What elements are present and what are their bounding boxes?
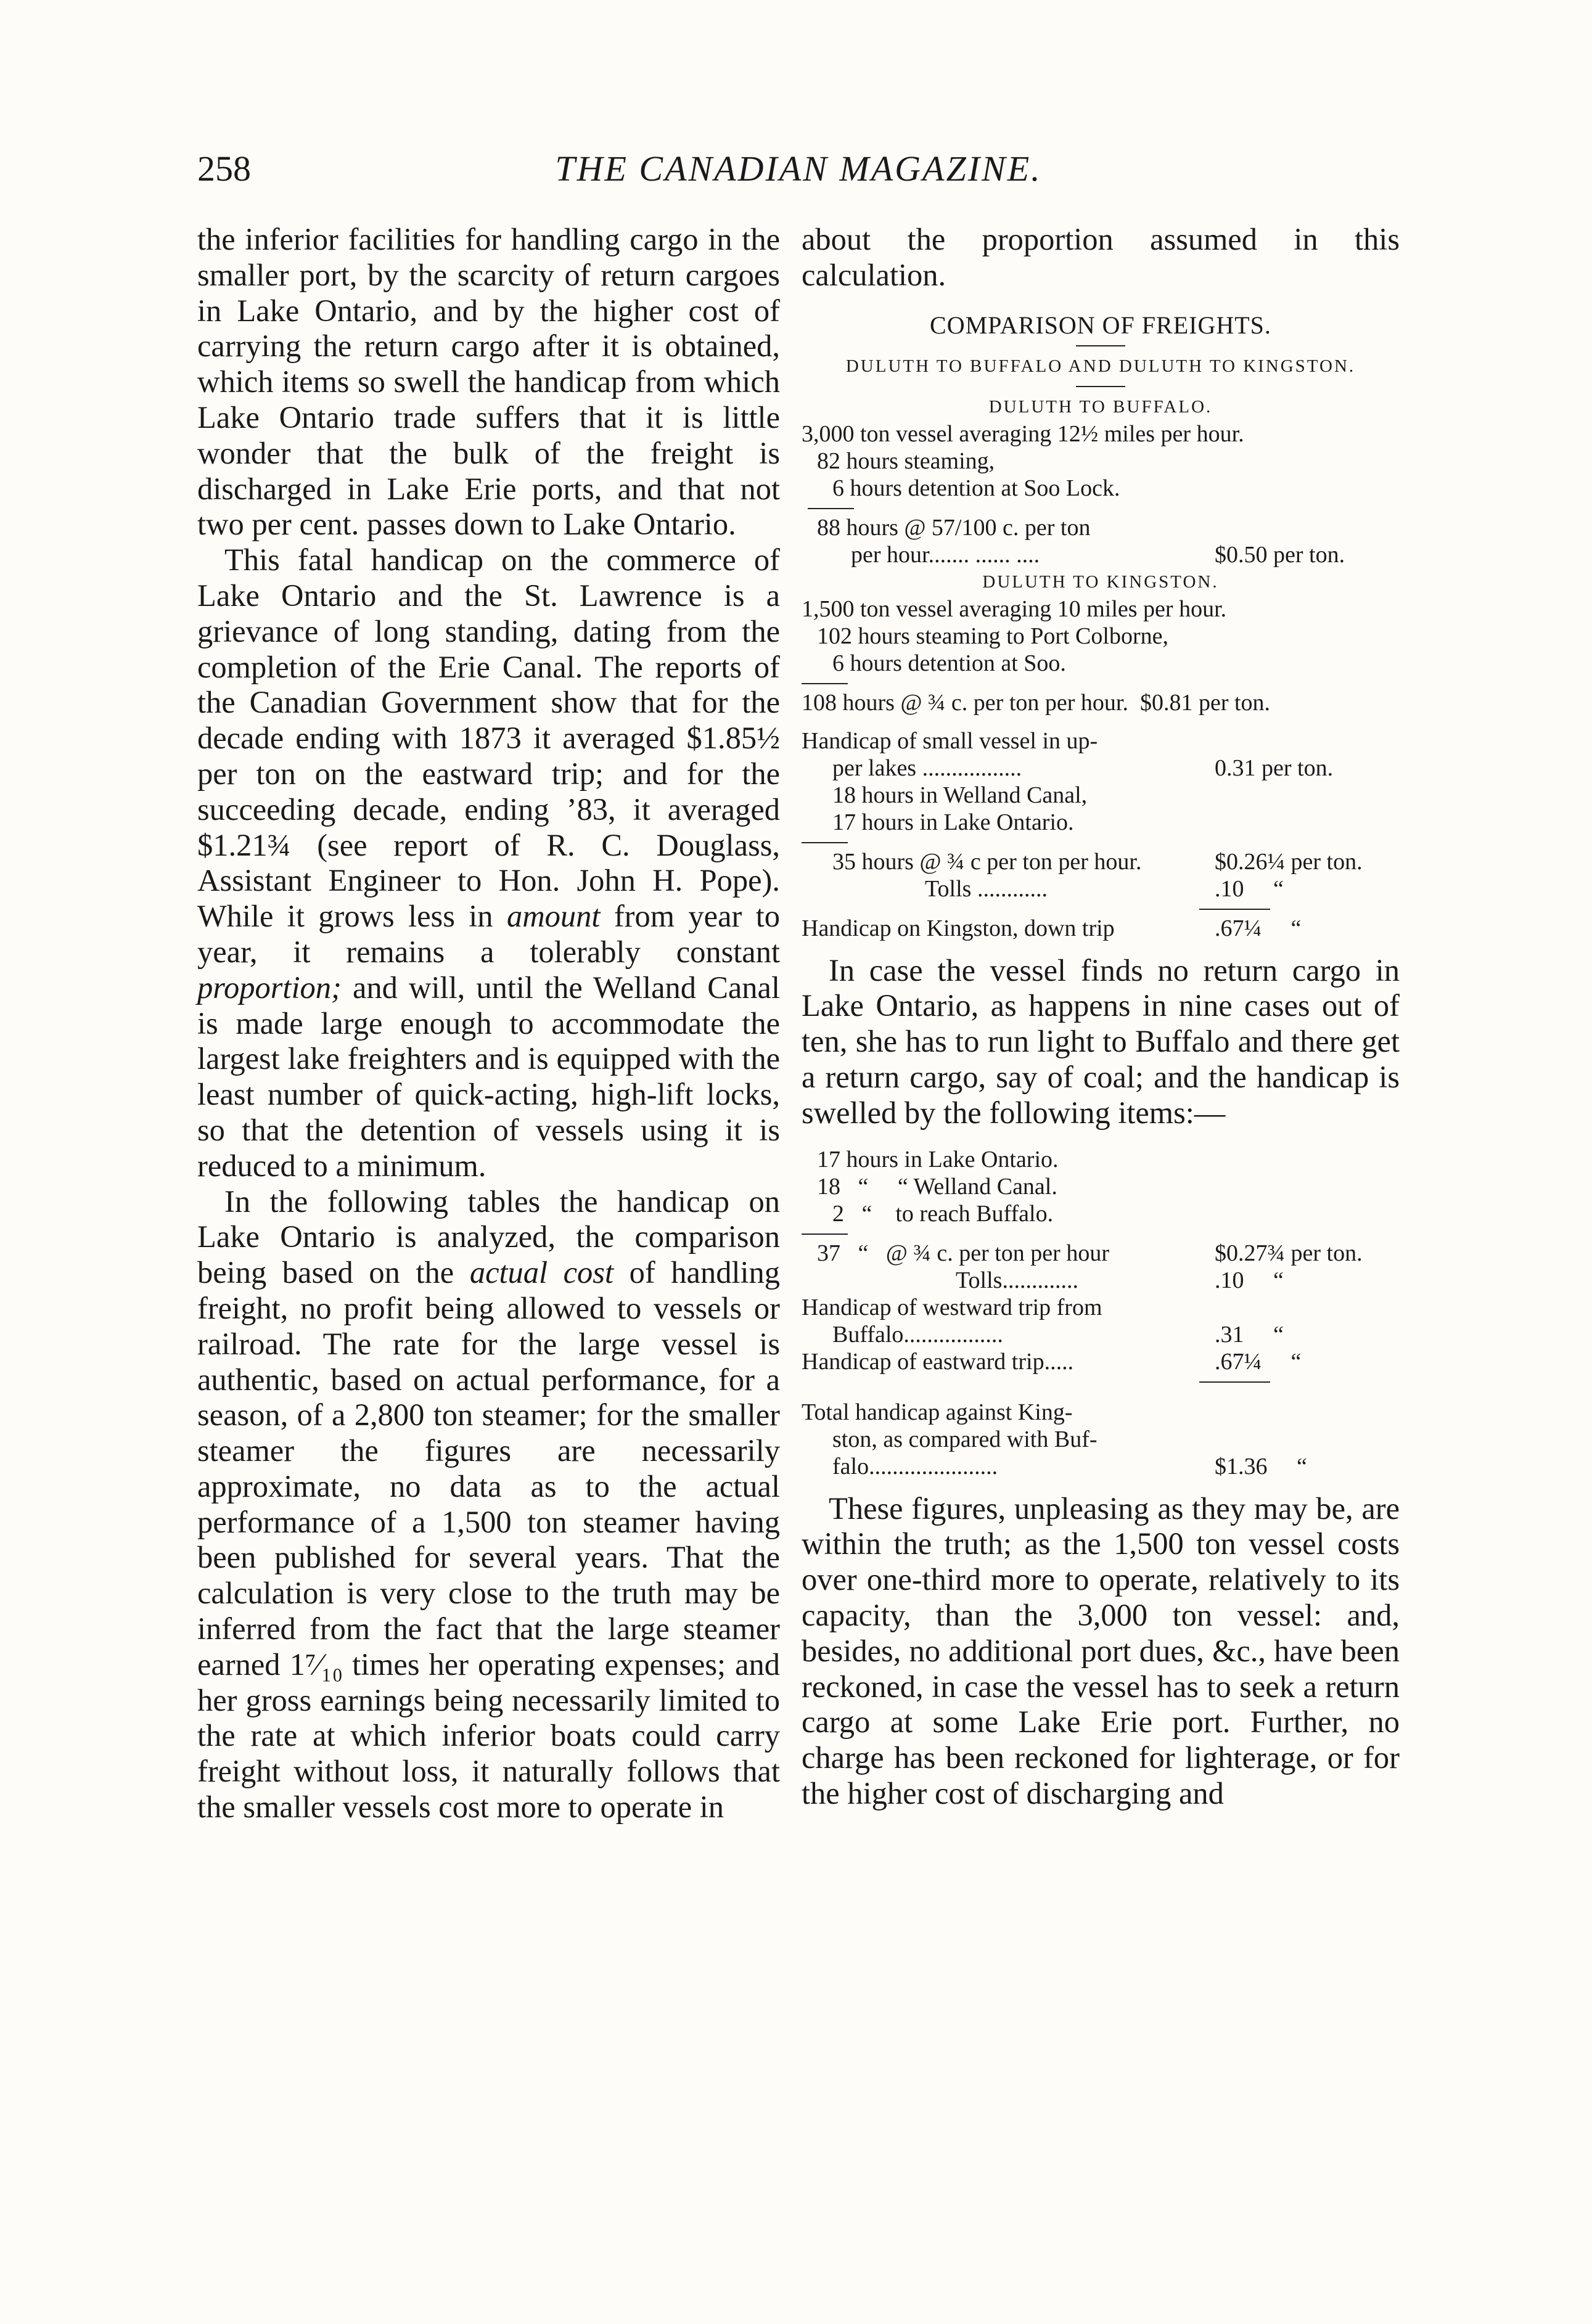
freight-comparison-table: COMPARISON OF FREIGHTS. DULUTH TO BUFFALO AND DULUTH TO KINGSTON. DULUTH TO BUFFALO. 3,000 ton vessel averaging 12½ miles per hour. 82 hours steaming, 6 hours detention at Soo Lock. 88 hours @ 57/100 c. per ton per hour....... ...... .... $0.50 per ton. DULUTH TO KINGSTON. 1,500 ton vessel averaging 10 miles per hour. 102 hours steaming to Port Colborne, 6 hours detention at Soo. 108 hours @ ¾ c. per ton per hour. $0.81 per ton. Handicap of small vessel in up- per lakes ................. 0.31 per ton. 18 hours in Welland Canal, 17 hours in Lake Ontario. 35 hours @ ¾ c per ton per hour. $0.26¼ per ton. Tolls ............ .10 “ Handicap on Kingston, down trip .67¼ “ (802, 312, 1400, 942)
paragraph: the inferior facilities for handling cargo in the smaller port, by the scarcity of return cargoes in Lake Ontario, and by the higher cost of carrying the return cargo after it is obtained, which items so swell the handicap from which Lake Ontario trade suffers that it is little wonder that the bulk of the freight is discharged in Lake Erie ports, and that not two per cent. passes down to Lake Ontario. (197, 222, 780, 542)
handicap-items-table: 17 hours in Lake Ontario. 18 “ “ Welland Canal. 2 “ to reach Buffalo. 37 “ @ ¾ c. per ton per hour $0.27¾ per ton. Tolls............. .10 “ Handicap of westward trip from Buffalo................. .31 “ Handicap of eastward trip..... .67¼ “ Total handicap against King- ston, as compared with Buf- falo...................... $1.36 “ (802, 1146, 1363, 1479)
page-header (197, 148, 1400, 197)
table-subtitle: DULUTH TO BUFFALO AND DULUTH TO KINGSTON. (845, 356, 1356, 376)
paragraph: In case the vessel finds no return cargo in Lake Ontario, as happens in nine cases out of ten, she has to run light to Buffalo and there get a return cargo, say of coal; and the handicap is swelled by the following items:— (802, 952, 1400, 1130)
right-column (802, 222, 1400, 1812)
paragraph: about the proportion assumed in this calculation. (802, 222, 1400, 292)
running-title: THE CANADIAN MAGAZINE. (555, 149, 1042, 189)
paragraph: This fatal handicap on the commerce of Lake Ontario and the St. Lawrence is a grievance of long standing, dating from the completion of the Erie Canal. The reports of the Canadian Government show that for the decade ending with 1873 it averaged $1.85½ per ton on the eastward trip; and for the succeeding decade, ending ’83, it averaged $1.21¾ (see report of R. C. Douglass, Assistant Engineer to Hon. John H. Pope). While it grows less in amount from year to year, it remains a tolerably constant proportion; and will, until the Welland Canal is made large enough to accommodate the largest lake freighters and is equipped with the least number of quick-acting, high-lift locks, so that the detention of vessels using it is reduced to a minimum. (197, 542, 781, 1183)
section-heading: DULUTH TO BUFFALO. (988, 396, 1213, 417)
paragraph: These figures, unpleasing as they may be, are within the truth; as the 1,500 ton vessel costs over one-third more to operate, relatively to its capacity, than the 3,000 ton vessel: and, besides, no additional port dues, &c., have been reckoned, in case the vessel has to seek a return cargo at some Lake Erie port. Further, no charge has been reckoned for lighterage, or for the higher cost of discharging and (802, 1491, 1400, 1811)
section-heading: DULUTH TO KINGSTON. (982, 571, 1219, 592)
paragraph: In the following tables the handicap on Lake Ontario is analyzed, the comparison being based on the actual cost of handling freight, no profit being allowed to vessels or railroad. The rate for the large vessel is authentic, based on actual performance, for a season, of a 2,800 ton steamer; for the smaller steamer the figures are necessarily approximate, no data as to the actual performance of a 1,500 ton steamer having been published for several years. That the calculation is very close to the truth may be inferred from the fact that the large steamer earned 1⁷⁄₁₀ times her operating expenses; and her gross earnings being necessarily limited to the rate at which inferior boats could carry freight without loss, it naturally follows that the smaller vessels cost more to operate in (197, 1184, 781, 1825)
table-title: COMPARISON OF FREIGHTS. (930, 311, 1271, 339)
left-column (197, 222, 780, 1825)
page-number: 258 (197, 149, 251, 189)
